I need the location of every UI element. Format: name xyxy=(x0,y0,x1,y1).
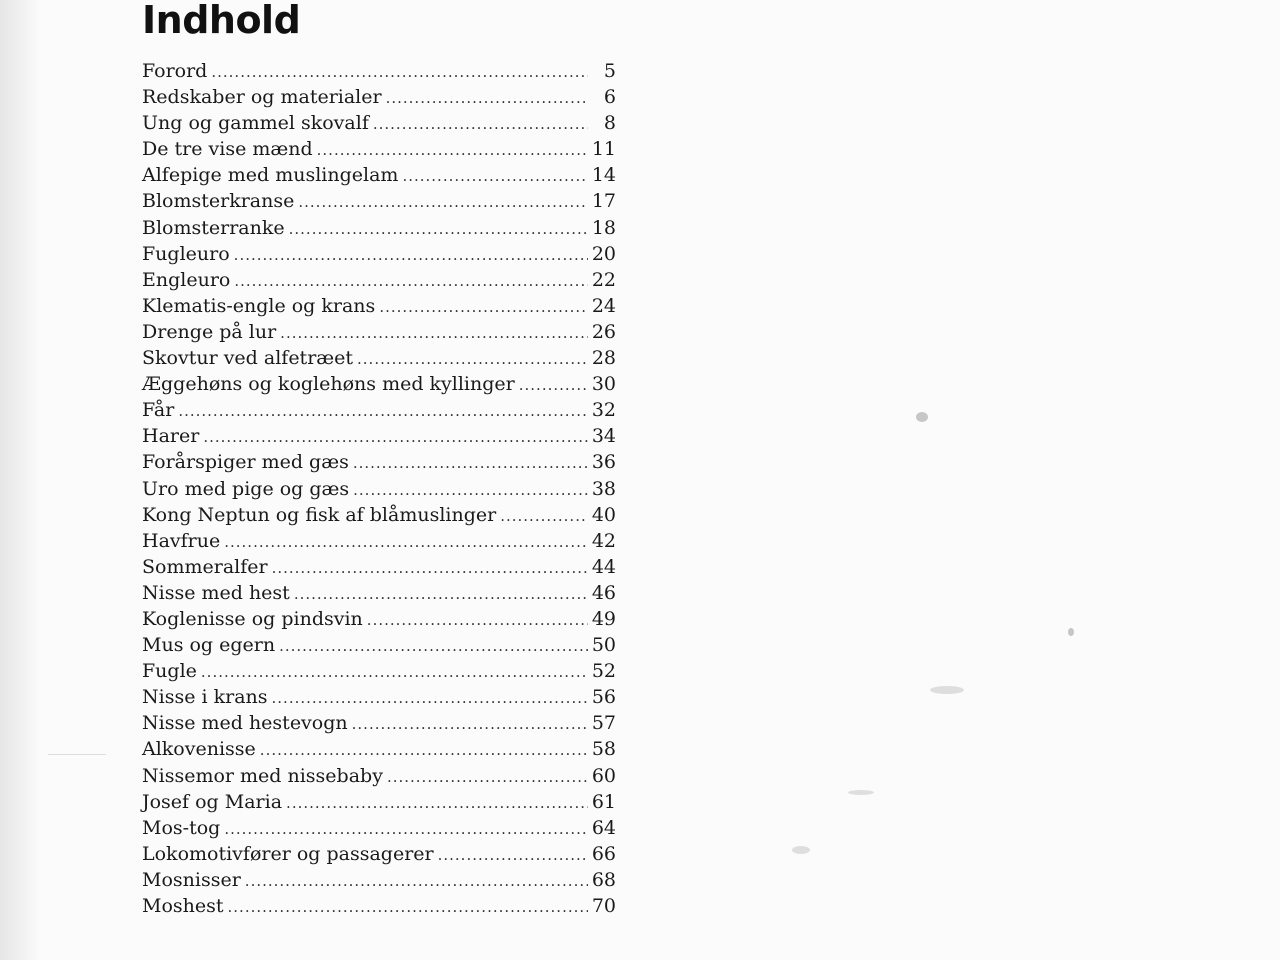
toc-entry xyxy=(142,502,616,528)
scan-scratch xyxy=(48,754,106,755)
toc-entry-page: 58 xyxy=(591,738,616,761)
toc-entry-title: Redskaber og materialer xyxy=(142,86,382,109)
toc-entry-page: 34 xyxy=(591,425,616,448)
table-of-contents xyxy=(142,58,616,919)
scan-smudge xyxy=(848,790,874,795)
toc-entry-title: Mos-tog xyxy=(142,816,221,839)
scan-smudge xyxy=(792,846,810,854)
toc-entry-title: Forårspiger med gæs xyxy=(142,451,349,474)
toc-entry-title: Fugleuro xyxy=(142,242,230,265)
toc-entry-title: Får xyxy=(142,399,175,422)
toc-leader-dots xyxy=(228,894,588,920)
toc-entry-title: Harer xyxy=(142,425,200,448)
toc-leader-dots xyxy=(352,711,588,737)
toc-entry xyxy=(142,319,616,345)
toc-entry xyxy=(142,241,616,267)
toc-entry xyxy=(142,136,616,162)
toc-entry xyxy=(142,815,616,841)
toc-entry xyxy=(142,215,616,241)
toc-entry-title: Havfrue xyxy=(142,529,221,552)
toc-entry-page: 14 xyxy=(591,164,616,187)
toc-entry-page: 18 xyxy=(591,216,616,239)
toc-leader-dots xyxy=(379,294,588,320)
toc-entry-page: 6 xyxy=(603,86,616,109)
toc-entry-title: Alkovenisse xyxy=(142,738,256,761)
toc-entry-page: 52 xyxy=(591,660,616,683)
toc-entry-title: Nissemor med nissebaby xyxy=(142,764,383,787)
toc-leader-dots xyxy=(245,868,588,894)
toc-entry-title: Alfepige med muslingelam xyxy=(142,164,399,187)
toc-leader-dots xyxy=(387,764,588,790)
toc-leader-dots xyxy=(357,346,588,372)
toc-entry xyxy=(142,449,616,475)
toc-entry xyxy=(142,188,616,214)
toc-entry xyxy=(142,632,616,658)
toc-entry-page: 17 xyxy=(591,190,616,213)
toc-entry-title: Uro med pige og gæs xyxy=(142,477,350,500)
toc-entry-page: 56 xyxy=(591,686,616,709)
toc-entry xyxy=(142,763,616,789)
page-gutter-shadow xyxy=(0,0,40,960)
toc-entry-title: Josef og Maria xyxy=(142,790,283,813)
toc-entry xyxy=(142,476,616,502)
toc-leader-dots xyxy=(289,216,588,242)
toc-entry xyxy=(142,84,616,110)
toc-leader-dots xyxy=(178,398,588,424)
toc-entry xyxy=(142,867,616,893)
toc-entry-title: Sommeralfer xyxy=(142,555,268,578)
toc-entry xyxy=(142,293,616,319)
toc-leader-dots xyxy=(211,59,588,85)
toc-entry-page: 61 xyxy=(591,790,616,813)
toc-entry xyxy=(142,710,616,736)
toc-entry xyxy=(142,345,616,371)
toc-entry-title: Mus og egern xyxy=(142,634,276,657)
toc-entry xyxy=(142,423,616,449)
toc-entry-page: 64 xyxy=(591,816,616,839)
toc-entry-page: 30 xyxy=(591,373,616,396)
toc-entry xyxy=(142,528,616,554)
toc-leader-dots xyxy=(317,137,588,163)
toc-entry-title: Ung og gammel skovalf xyxy=(142,112,369,135)
toc-entry-title: Nisse med hestevogn xyxy=(142,712,348,735)
toc-entry xyxy=(142,162,616,188)
toc-entry xyxy=(142,658,616,684)
toc-entry-page: 49 xyxy=(591,607,616,630)
toc-leader-dots xyxy=(260,737,588,763)
toc-entry-page: 40 xyxy=(591,503,616,526)
toc-leader-dots xyxy=(280,320,588,346)
toc-entry-page: 8 xyxy=(603,112,616,135)
toc-leader-dots xyxy=(353,450,588,476)
toc-entry-page: 38 xyxy=(591,477,616,500)
toc-entry-page: 70 xyxy=(591,895,616,917)
toc-entry-title: Engleuro xyxy=(142,268,231,291)
toc-entry xyxy=(142,841,616,867)
toc-leader-dots xyxy=(272,685,588,711)
toc-entry xyxy=(142,554,616,580)
scan-smudge xyxy=(930,686,964,694)
toc-entry-title: Æggehøns og koglehøns med kyllinger xyxy=(142,373,515,396)
toc-entry-title: Klematis-engle og krans xyxy=(142,294,376,317)
toc-leader-dots xyxy=(201,659,588,685)
toc-entry-title: Nisse i krans xyxy=(142,686,268,709)
toc-entry-title: Lokomotivfører og passagerer xyxy=(142,842,434,865)
toc-entry xyxy=(142,397,616,423)
toc-leader-dots xyxy=(294,581,588,607)
toc-entry-title: De tre vise mænd xyxy=(142,138,313,161)
toc-leader-dots xyxy=(234,242,588,268)
toc-entry-title: Kong Neptun og fisk af blåmuslinger xyxy=(142,503,497,526)
toc-leader-dots xyxy=(438,842,588,868)
toc-entry-page: 42 xyxy=(591,529,616,552)
toc-entry-page: 28 xyxy=(591,347,616,370)
toc-entry-title: Blomsterkranse xyxy=(142,190,295,213)
toc-entry-title: Blomsterranke xyxy=(142,216,285,239)
toc-leader-dots xyxy=(373,111,588,137)
toc-leader-dots xyxy=(286,790,588,816)
toc-entry-page: 32 xyxy=(591,399,616,422)
toc-entry xyxy=(142,110,616,136)
toc-entry-title: Fugle xyxy=(142,660,197,683)
toc-leader-dots xyxy=(272,555,588,581)
toc-entry-page: 66 xyxy=(591,842,616,865)
toc-leader-dots xyxy=(298,189,588,215)
toc-entry-page: 22 xyxy=(591,268,616,291)
toc-entry-page: 46 xyxy=(591,581,616,604)
toc-leader-dots xyxy=(367,607,588,633)
toc-leader-dots xyxy=(224,816,588,842)
toc-entry-title: Koglenisse og pindsvin xyxy=(142,607,363,630)
toc-entry xyxy=(142,606,616,632)
toc-entry xyxy=(142,684,616,710)
toc-entry-page: 11 xyxy=(591,138,616,161)
toc-entry-page: 50 xyxy=(591,634,616,657)
toc-entry xyxy=(142,893,616,919)
toc-entry-title: Nisse med hest xyxy=(142,581,290,604)
toc-entry-title: Mosnisser xyxy=(142,868,241,891)
toc-entry-page: 20 xyxy=(591,242,616,265)
toc-leader-dots xyxy=(279,633,588,659)
toc-entry xyxy=(142,58,616,84)
page-title: Indhold xyxy=(142,0,301,42)
scan-smudge xyxy=(1068,628,1074,636)
toc-leader-dots xyxy=(500,503,588,529)
toc-leader-dots xyxy=(402,163,588,189)
toc-leader-dots xyxy=(519,372,588,398)
toc-entry xyxy=(142,580,616,606)
scan-smudge xyxy=(916,412,928,422)
toc-leader-dots xyxy=(224,529,588,555)
toc-entry-page: 5 xyxy=(603,60,616,82)
toc-entry-page: 24 xyxy=(591,294,616,317)
toc-entry xyxy=(142,789,616,815)
toc-entry-page: 60 xyxy=(591,764,616,787)
toc-entry-title: Drenge på lur xyxy=(142,320,277,343)
toc-entry xyxy=(142,267,616,293)
toc-entry-page: 36 xyxy=(591,451,616,474)
toc-entry-title: Forord xyxy=(142,60,208,82)
toc-leader-dots xyxy=(234,268,588,294)
toc-leader-dots xyxy=(203,424,588,450)
toc-leader-dots xyxy=(353,477,588,503)
toc-entry-page: 26 xyxy=(591,320,616,343)
toc-entry-page: 57 xyxy=(591,712,616,735)
toc-entry xyxy=(142,736,616,762)
toc-entry xyxy=(142,371,616,397)
toc-leader-dots xyxy=(386,85,588,111)
toc-entry-page: 44 xyxy=(591,555,616,578)
toc-entry-page: 68 xyxy=(591,868,616,891)
toc-entry-title: Skovtur ved alfetræet xyxy=(142,347,354,370)
toc-entry-title: Moshest xyxy=(142,895,224,917)
